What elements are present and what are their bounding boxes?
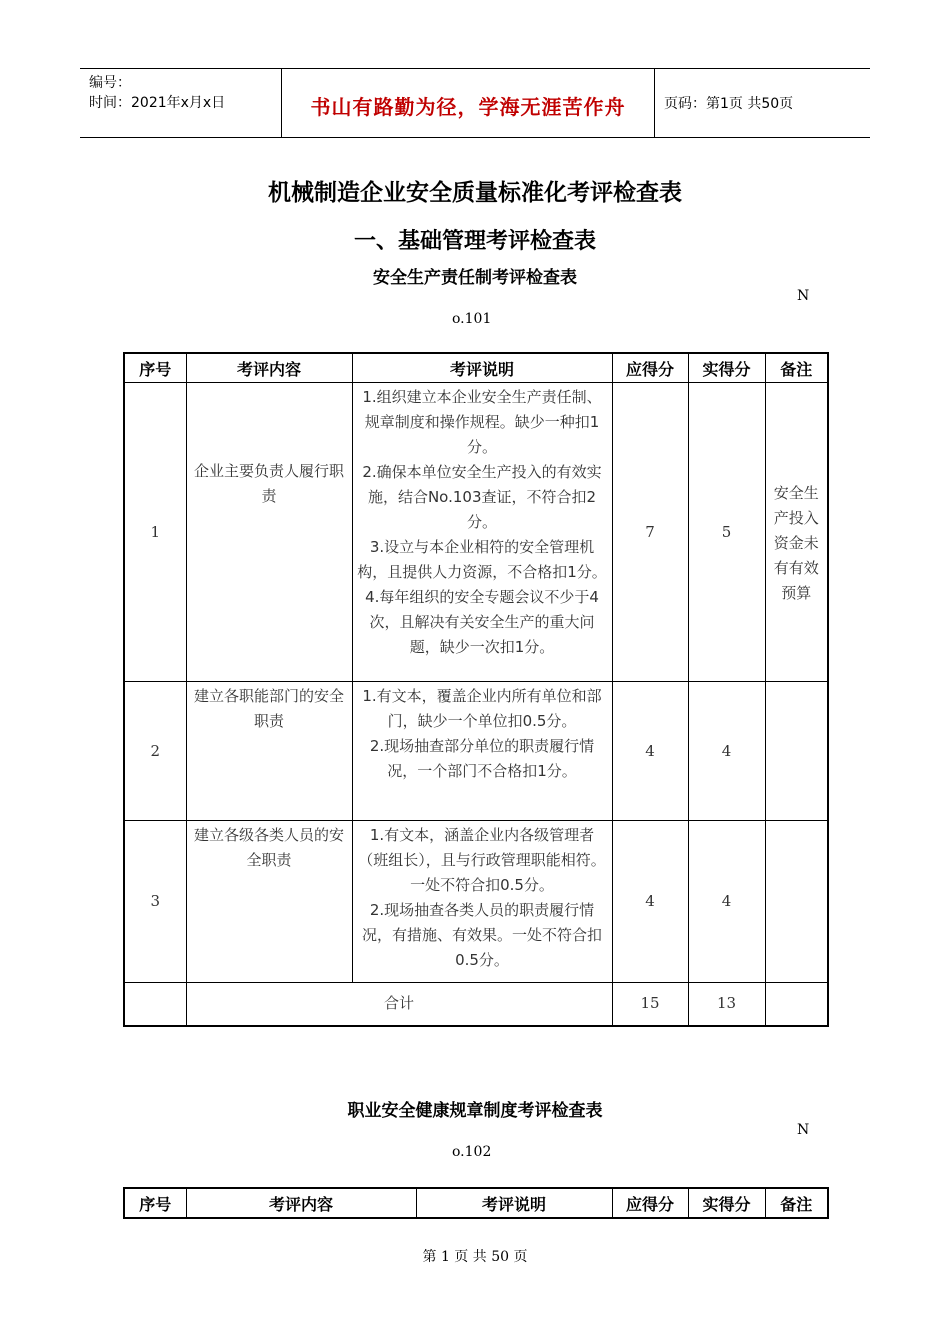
row-got-score: 4 — [688, 682, 765, 821]
row-number: 2 — [124, 682, 186, 821]
header-meta — [89, 73, 225, 113]
header-cell: 实得分 — [688, 353, 765, 383]
header-page-info: 页码：第1页 共50页 — [664, 96, 794, 112]
desc-item: 2.现场抽查各类人员的职责履行情况，有措施、有效果。一处不符合扣0.5分。 — [361, 901, 602, 969]
table1 — [123, 352, 829, 1027]
row-content: 企业主要负责人履行职责 — [186, 383, 352, 682]
row-description — [352, 383, 612, 682]
table1-number-prefix: N — [797, 288, 810, 304]
row-number: 1 — [124, 383, 186, 682]
header-cell: 序号 — [124, 1188, 186, 1218]
table1-title: 安全生产责任制考评检查表 — [373, 268, 577, 288]
row-content: 建立各级各类人员的安全职责 — [186, 821, 352, 983]
table2-number: o.102 — [452, 1144, 492, 1160]
header-cell: 考评内容 — [186, 353, 352, 383]
table1-header-row — [124, 353, 828, 383]
desc-item: 1.有文本，覆盖企业内所有单位和部门，缺少一个单位扣0.5分。 — [362, 687, 602, 730]
row-description — [352, 821, 612, 983]
table2 — [123, 1187, 829, 1219]
header-cell: 考评内容 — [186, 1188, 416, 1218]
row-note — [765, 821, 828, 983]
total-label: 合计 — [186, 983, 612, 1026]
row-note: 安全生产投入资金未有有效预算 — [765, 383, 828, 682]
header-cell: 应得分 — [612, 353, 688, 383]
row-description — [352, 682, 612, 821]
row-note — [765, 682, 828, 821]
desc-item: 1.组织建立本企业安全生产责任制、规章制度和操作规程。缺少一种扣1分。 — [362, 388, 602, 456]
document-title: 机械制造企业安全质量标准化考评检查表 — [268, 180, 682, 206]
desc-item: 1.有文本，涵盖企业内各级管理者（班组长），且与行政管理职能相符。一处不符合扣0.5分。 — [358, 826, 606, 894]
code-label: 编号： — [89, 75, 131, 91]
row-due-score: 4 — [612, 821, 688, 983]
header-cell: 考评说明 — [352, 353, 612, 383]
header-cell: 备注 — [765, 1188, 828, 1218]
row-due-score: 4 — [612, 682, 688, 821]
row-number: 3 — [124, 821, 186, 983]
section-title: 一、基础管理考评检查表 — [353, 229, 596, 254]
total-empty-cell — [124, 983, 186, 1026]
total-note-cell — [765, 983, 828, 1026]
row-got-score: 5 — [688, 383, 765, 682]
table2-title: 职业安全健康规章制度考评检查表 — [347, 1101, 603, 1121]
page-header — [80, 68, 870, 138]
table-row — [124, 821, 828, 983]
header-cell: 备注 — [765, 353, 828, 383]
table-row — [124, 682, 828, 821]
desc-item: 2.现场抽查部分单位的职责履行情况，一个部门不合格扣1分。 — [369, 737, 595, 780]
total-got-score: 13 — [688, 983, 765, 1026]
page-footer: 第 1 页 共 50 页 — [422, 1249, 528, 1265]
row-content: 建立各职能部门的安全职责 — [186, 682, 352, 821]
header-cell: 序号 — [124, 353, 186, 383]
header-cell: 实得分 — [688, 1188, 765, 1218]
header-cell: 考评说明 — [416, 1188, 612, 1218]
desc-item: 2.确保本单位安全生产投入的有效实施，结合No.103查证，不符合扣2分。 — [362, 463, 602, 531]
desc-item: 4.每年组织的安全专题会议不少于4次，且解决有关安全生产的重大问题，缺少一次扣1分。 — [365, 588, 599, 656]
desc-item: 3.设立与本企业相符的安全管理机构，且提供人力资源，不合格扣1分。 — [357, 538, 607, 581]
table-total-row — [124, 983, 828, 1026]
table-row — [124, 383, 828, 682]
header-divider — [654, 69, 655, 137]
header-motto: 书山有路勤为径，学海无涯苦作舟 — [310, 95, 626, 119]
row-due-score: 7 — [612, 383, 688, 682]
header-cell: 应得分 — [612, 1188, 688, 1218]
table2-number-prefix: N — [797, 1122, 810, 1138]
row-got-score: 4 — [688, 821, 765, 983]
total-due-score: 15 — [612, 983, 688, 1026]
table1-number: o.101 — [452, 311, 492, 327]
time-label: 时间：2021年x月x日 — [89, 95, 226, 111]
table2-header-row — [124, 1188, 828, 1218]
